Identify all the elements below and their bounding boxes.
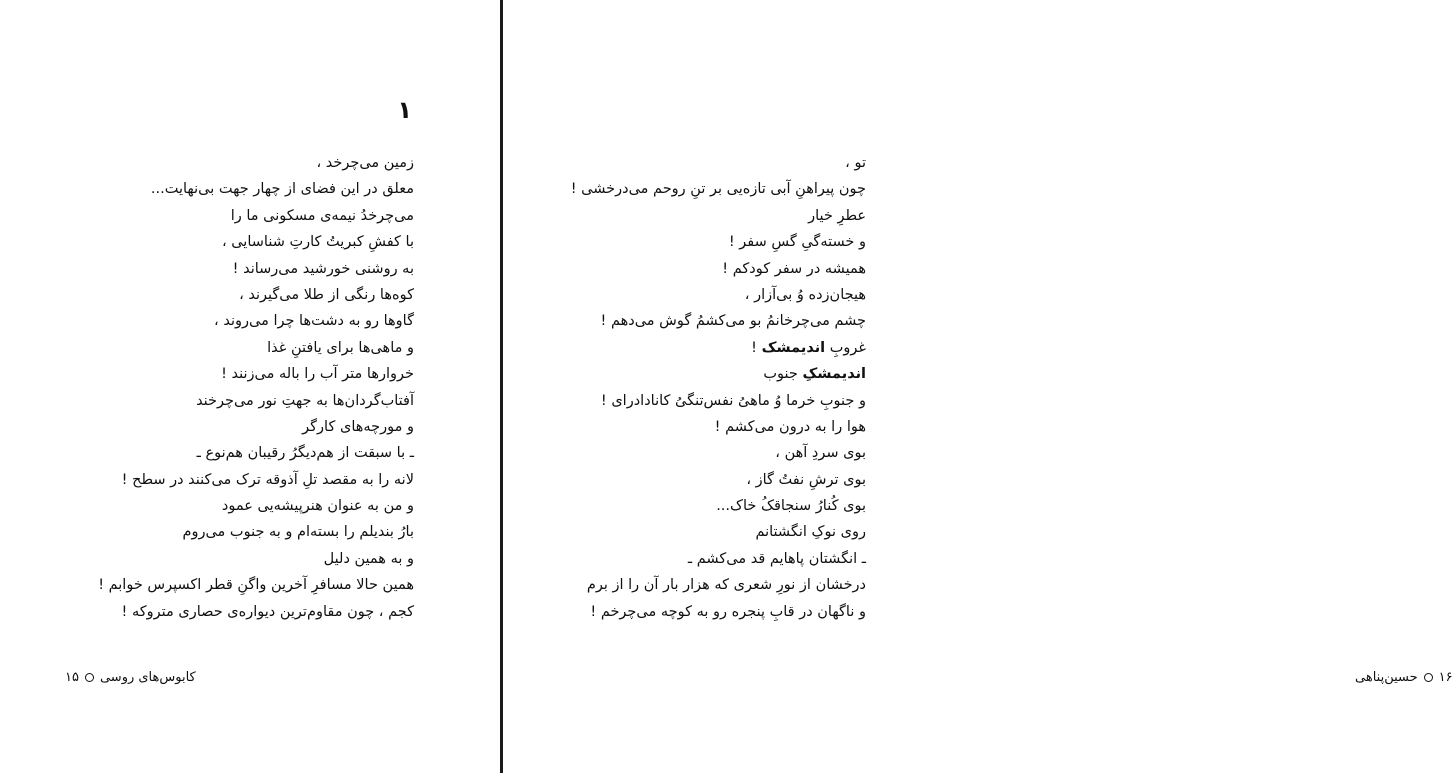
right-footer (1355, 670, 1453, 685)
poem-line: همیشه در سفر کودکم ! (722, 260, 866, 277)
poem-line: و ناگهان در قابِ پنجره رو به کوچه می‌چرخم ! (590, 603, 866, 620)
poem-line: می‌چرخدُ نیمه‌ی مسکونی ما را (230, 207, 414, 224)
poem-line: آفتاب‌گردان‌ها به جهتِ نور می‌چرخند (196, 392, 414, 409)
right-poem (536, 150, 866, 625)
poem-line: و ماهی‌ها برای یافتنِ غذا (267, 339, 414, 356)
poem-line: هوا را به درون می‌کشم ! (714, 418, 866, 435)
poem-line: تو ، (845, 155, 866, 171)
poem-line: لانه را به مقصد تلِ آذوقه ترک می‌کنند در سطح ! (121, 471, 414, 488)
chapter-number: ۱ (397, 96, 412, 124)
poem-line: و من به عنوان هنرپیشه‌یی عمود (221, 498, 414, 515)
left-page (0, 0, 500, 773)
poem-line: و خسته‌گیِ گسِ سفر ! (728, 234, 866, 251)
circle-separator-icon (85, 673, 94, 682)
poem-line: خروارها متر آب را باله می‌زنند ! (221, 366, 414, 383)
poem-line: بوی کُنارُ سنجاقکُ خاک... (716, 498, 866, 515)
poem-line: روی نوکِ انگشتانم (755, 524, 866, 541)
poem-line: ـ با سبقت از هم‌دیگرُ رقیبان هم‌نوع ـ (196, 445, 414, 462)
poem-line: بارُ بندیلم را بسته‌ام و به جنوب می‌روم (182, 524, 414, 541)
poem-line: چشم می‌چرخانمُ بو می‌کشمُ گوش می‌دهم ! (600, 313, 866, 330)
poem-line: کوه‌ها رنگی از طلا می‌گیرند ، (239, 286, 414, 303)
left-poem (84, 150, 414, 625)
place-name: اندیمشک (761, 339, 826, 356)
poem-line: همین حالا مسافرِ آخرین واگنِ قطر اکسپرس خوابم ! (98, 577, 414, 594)
poem-line: و به همین دلیل (323, 550, 414, 567)
poem-line: درخشان از نورِ شعری که هزار بار آن را از برم (586, 577, 866, 594)
place-name: اندیمشکِ (802, 366, 866, 383)
line-text: ! (751, 339, 762, 356)
poem-line: هیجان‌زده وُ بی‌آزار ، (744, 286, 866, 303)
right-page-number: ۱۶ (1438, 670, 1453, 685)
book-title: کابوس‌های روسی (99, 670, 196, 685)
line-text: جنوب (763, 366, 803, 383)
poem-line: کجم ، چون مقاوم‌ترین دیواره‌ی حصاری متروکه ! (121, 603, 414, 620)
right-page (503, 0, 1453, 773)
poem-line: بوی ترشِ نفتُ گاز ، (746, 471, 866, 488)
poem-line: چون پیراهنِ آبی تازه‌یی بر تنِ روحم می‌درخشی ! (570, 181, 866, 198)
poem-line: عطرِ خیار (808, 207, 866, 224)
poem-line: گاوها رو به دشت‌ها چرا می‌روند ، (214, 313, 414, 330)
poem-line: به روشنی خورشید می‌رساند ! (232, 260, 414, 277)
poem-line: و مورچه‌های کارگر (302, 418, 414, 435)
poem-line (536, 361, 866, 387)
poem-line: و جنوبِ خرما وُ ماهیُ نفس‌تنگیُ کانادادرای ! (600, 392, 866, 409)
circle-separator-icon (1424, 673, 1433, 682)
author-name: حسین‌پناهی (1355, 670, 1418, 685)
poem-line: معلق در این فضای از چهار جهت بی‌نهایت... (150, 181, 414, 198)
left-footer (65, 670, 196, 685)
poem-line: ـ انگشتان پاهایم قد می‌کشم ـ (687, 550, 866, 567)
line-text: غروبِ (825, 339, 866, 356)
poem-line: با کفشِ کبریتُ کارتِ شناسایی ، (221, 234, 414, 251)
poem-line (536, 335, 866, 361)
left-page-number: ۱۵ (65, 670, 79, 685)
poem-line: بوی سردِ آهن ، (775, 445, 866, 462)
poem-line: زمین می‌چرخد ، (316, 155, 414, 171)
